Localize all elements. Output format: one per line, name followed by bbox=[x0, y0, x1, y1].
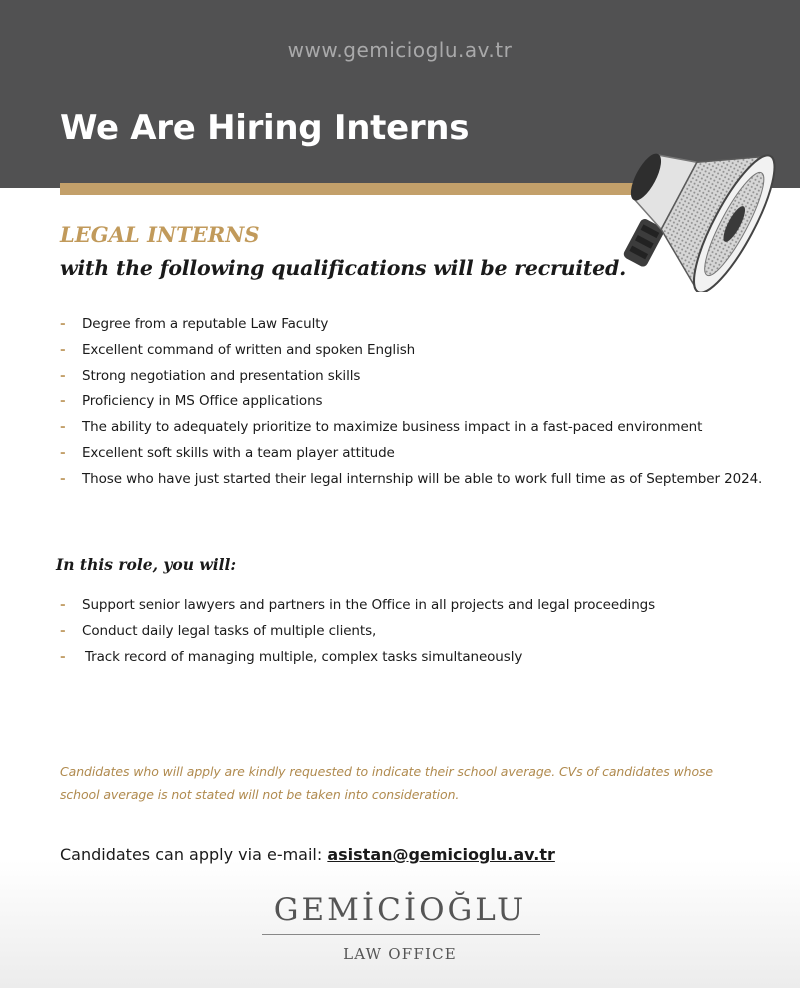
bullet-dash-icon: - bbox=[60, 648, 66, 665]
list-item bbox=[60, 415, 762, 441]
list-item-text: The ability to adequately prioritize to maximize business impact in a fast-paced environment bbox=[82, 419, 703, 436]
list-item-text: Degree from a reputable Law Faculty bbox=[82, 316, 329, 332]
megaphone-icon bbox=[618, 122, 778, 292]
logo-divider bbox=[262, 934, 540, 935]
bullet-dash-icon: - bbox=[60, 419, 66, 436]
list-item bbox=[60, 338, 762, 364]
school-average-notice: Candidates who will apply are kindly requested to indicate their school average. CVs of candidates whose school average is not stated will not be taken into consideration. bbox=[60, 764, 714, 802]
apply-instruction bbox=[60, 845, 555, 864]
website-url[interactable]: www.gemicioglu.av.tr bbox=[287, 38, 513, 62]
list-item bbox=[60, 441, 762, 467]
list-item-text: Track record of managing multiple, complex tasks simultaneously bbox=[85, 648, 523, 665]
bullet-dash-icon: - bbox=[60, 622, 66, 639]
role-list bbox=[60, 593, 655, 670]
apply-email-link[interactable]: asistan@gemicioglu.av.tr bbox=[327, 845, 555, 864]
list-item-text: Proficiency in MS Office applications bbox=[82, 393, 323, 410]
list-item-text: Conduct daily legal tasks of multiple clients, bbox=[82, 622, 377, 639]
list-item bbox=[60, 645, 655, 671]
qualifications-subtitle: with the following qualifications will be recruited. bbox=[60, 256, 627, 280]
bullet-dash-icon: - bbox=[60, 470, 66, 487]
firm-logo-name: GEMİCİOĞLU bbox=[273, 892, 527, 928]
list-item bbox=[60, 364, 762, 390]
bullet-dash-icon: - bbox=[60, 316, 66, 332]
list-item-text: Support senior lawyers and partners in the Office in all projects and legal proceedings bbox=[82, 597, 656, 613]
list-item-text: Excellent soft skills with a team player attitude bbox=[82, 444, 395, 461]
bullet-dash-icon: - bbox=[60, 341, 66, 358]
list-item bbox=[60, 389, 762, 415]
role-heading: In this role, you will: bbox=[56, 555, 237, 574]
list-item bbox=[60, 467, 762, 493]
list-item bbox=[60, 593, 655, 619]
list-item bbox=[60, 312, 762, 338]
position-title: LEGAL INTERNS bbox=[60, 222, 260, 247]
list-item-text: Those who have just started their legal internship will be able to work full time as of September 2024. bbox=[82, 470, 763, 487]
bullet-dash-icon: - bbox=[60, 367, 66, 384]
apply-text: Candidates can apply via e-mail: bbox=[60, 845, 328, 864]
bullet-dash-icon: - bbox=[60, 597, 66, 613]
list-item bbox=[60, 619, 655, 645]
list-item-text: Excellent command of written and spoken English bbox=[82, 341, 416, 358]
bullet-dash-icon: - bbox=[60, 393, 66, 410]
gold-divider-bar bbox=[60, 183, 700, 195]
firm-logo-subtitle: LAW OFFICE bbox=[343, 945, 457, 963]
bullet-dash-icon: - bbox=[60, 444, 66, 461]
list-item-text: Strong negotiation and presentation skills bbox=[82, 367, 361, 384]
page-title: We Are Hiring Interns bbox=[60, 108, 470, 148]
qualifications-list bbox=[60, 312, 762, 493]
